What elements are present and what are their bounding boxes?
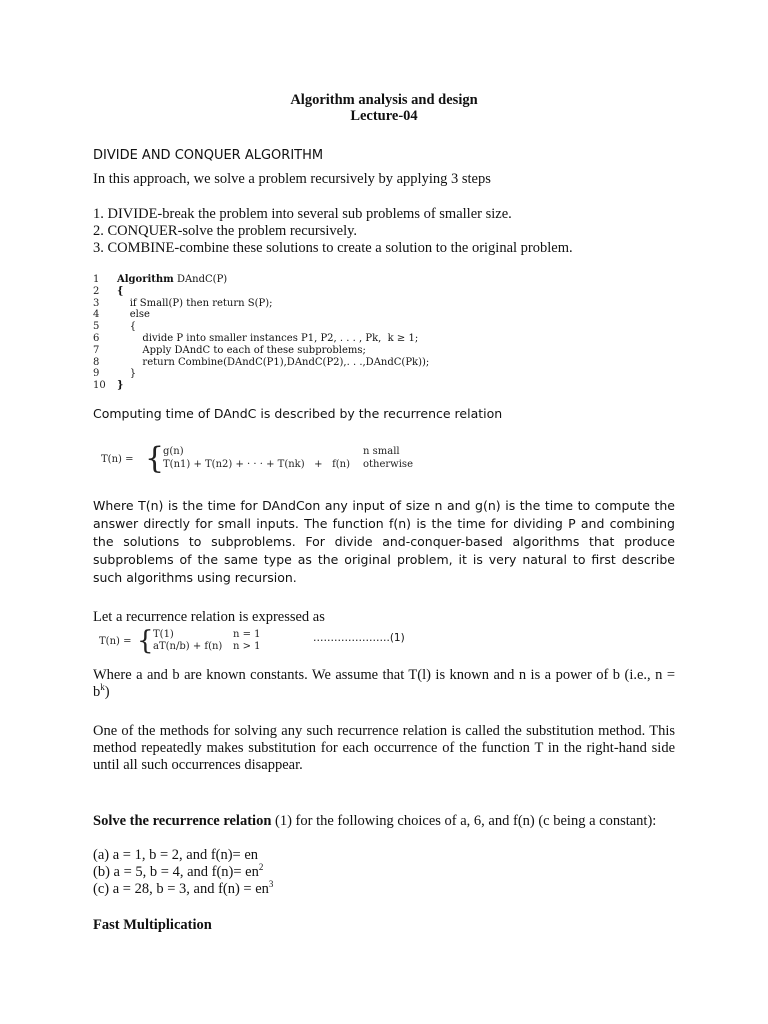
code-line: 9 } [93,368,137,380]
list-item: (c) a = 28, b = 3, and $f(n) = en^3$ [93,879,274,897]
code-line: 5 { [93,321,137,333]
code-line: 2 { [93,285,124,297]
substitution-paragraph: One of the methods for solving any such recurrence relation is called the substitution method. This method repeatedly makes substitution for each occurrence of the function T in the right-hand side until all such occurrences disappear. [93,723,675,773]
where-paragraph: Where T(n) is the time for DAndCon any input of size n and g(n) is the time to compute the answer directly for small inputs. The function f(n) is the time for dividing P and combining the solutions to subproblems. For divide and-conquer-based algorithms that produce subproblems of the same type as the original problem, it is very natural to first describe such algorithms using recursion. [93,498,675,585]
let-recurrence-text: Let a recurrence relation is expressed as [93,609,325,625]
algorithm-listing [93,274,513,392]
code-line: 1 Algorithm DAndC(P) [93,274,228,285]
code-line: 4 else [93,309,150,321]
solve-paragraph: Solve the recurrence relation (1) for the following choices of a, 6, and f(n) (c being a constant): [93,813,657,829]
recurrence-equation-2: T(n) = { T(1) n = 1 aT(n/b) + f(n) n > 1 ………………….(1) [99,626,405,656]
list-item: (b) a = 5, b = 4, and $f(n)= en^2$ [93,862,264,880]
code-line: 8 return Combine(DAndC(P1),DAndC(P2),. . .,DAndC(Pk)); [93,356,430,368]
equation-label: ………………….(1) [313,632,405,644]
list-item: (a) a = 1, b = 2, and f(n)= en [93,847,259,863]
recurrence-equation-1: T(n) = { g(n) n small T(n1) + T(n2) + · · · + T(nk) + f(n) otherwise [101,441,413,476]
computing-time-text: Computing time of DAndC is described by the recurrence relation [93,406,503,421]
brace-symbol: { [145,441,165,476]
lecture-number: Lecture-04 [350,108,418,124]
constants-paragraph: Where a and b are known constants. We assume that T(l) is known and n is a power of b (i.e., $n = b^k$) [93,667,675,700]
section-heading: DIVIDE AND CONQUER ALGORITHM [93,148,324,163]
code-line: 6 divide P into smaller instances P1, P2, . . . , Pk, k ≥ 1; [93,332,419,344]
code-line: 3 if Small(P) then return S(P); [93,297,273,309]
step-item: 3. COMBINE-combine these solutions to create a solution to the original problem. [93,240,573,256]
steps-list [93,206,573,257]
step-item: 1. DIVIDE-break the problem into several sub problems of smaller size. [93,206,512,222]
code-line: 7 Apply DAndC to each of these subproblems; [93,344,366,356]
fast-multiplication-heading: Fast Multiplication [93,917,212,933]
solve-choices [93,847,273,898]
code-line: 10 } [93,380,124,392]
intro-text: In this approach, we solve a problem recursively by applying 3 steps [93,171,491,187]
step-item: 2. CONQUER-solve the problem recursively. [93,223,358,239]
document-title: Algorithm analysis and design Lecture-04 [93,92,675,124]
brace-symbol: { [137,626,154,656]
